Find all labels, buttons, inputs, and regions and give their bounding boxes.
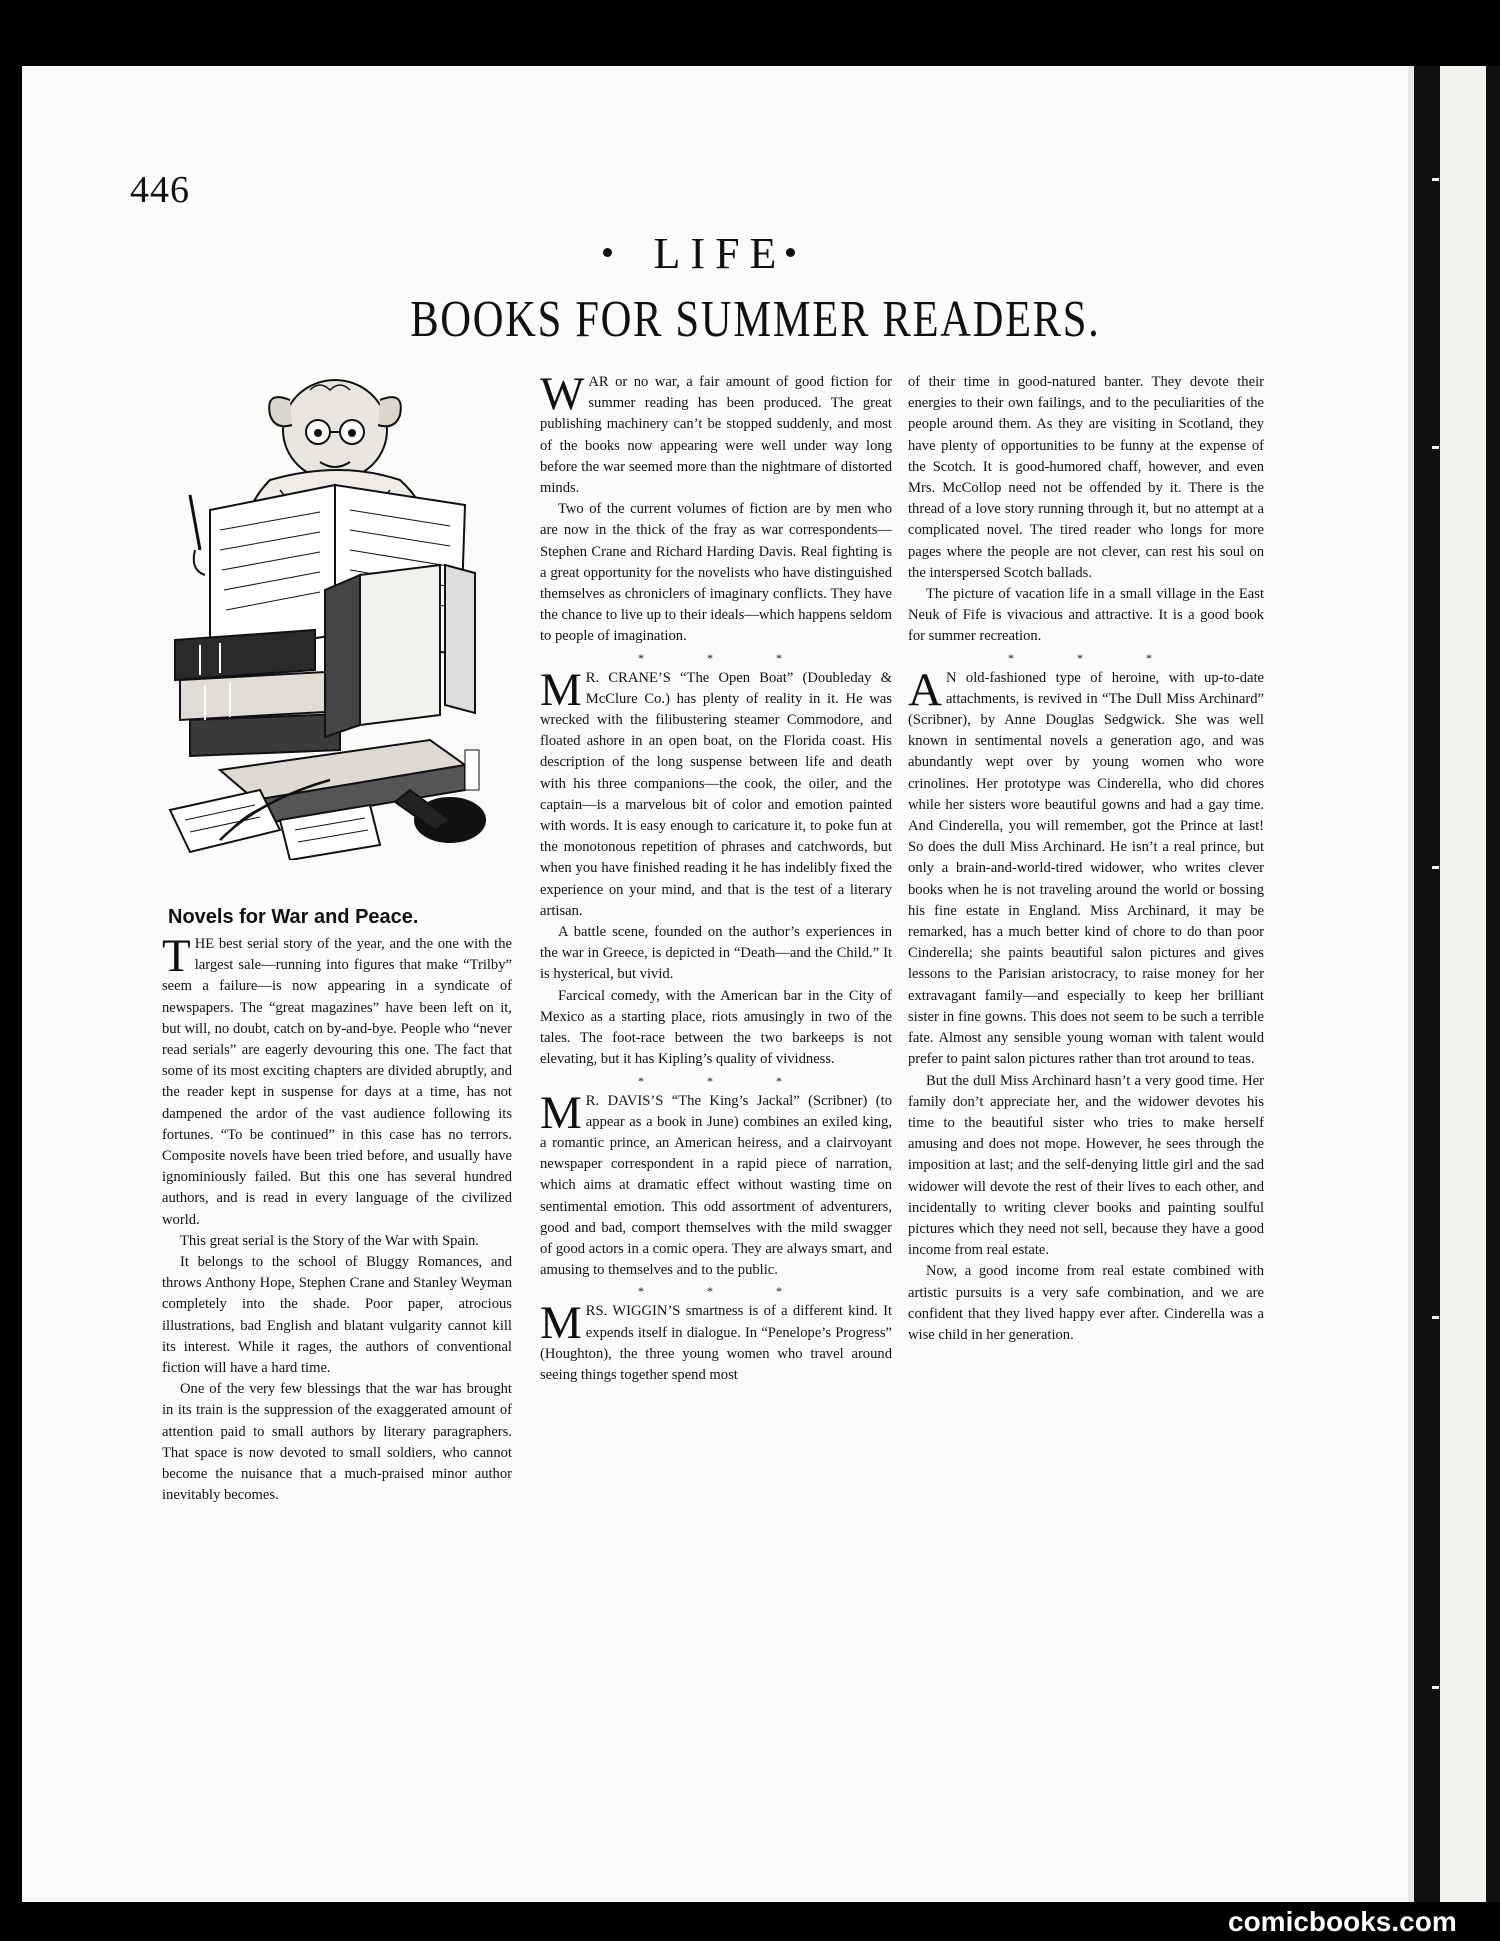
paragraph: A battle scene, founded on the author’s experiences in the war in Greece, is depicted in “Death—and the Child.” It is hysterical, but vivid. — [540, 924, 892, 983]
column-3 — [908, 372, 1264, 1346]
masthead-dot-right — [786, 248, 795, 257]
paragraph: Farcical comedy, with the American bar in the City of Mexico as a starting place, riots amusingly in two of the tales. The foot-race between the two barkeeps is not elevating, but it has Kipling’s quality of vividness. — [540, 987, 892, 1068]
section-divider: * * * — [638, 1073, 812, 1088]
section-divider: * * * — [1008, 650, 1182, 665]
paragraph: It belongs to the school of Bluggy Romances, and throws Anthony Hope, Stephen Crane and Stanley Weyman completely into the shade. Poor paper, atrocious illustrations, bad English and blatant vulgarity cannot kill its interest. While it rages, the authors of conventional fiction will have a hard time. — [162, 1254, 512, 1377]
paragraph: of their time in good-natured banter. They devote their energies to their own failings, and to the peculiarities of the people around them. As they are visiting in Scotland, they have plenty of opportunities to be funny at the expense of the Scotch. It is good-humored chaff, however, and even Mrs. McCollop need not be offended by it. There is the thread of a love story running through it, but no attempt at a complicated novel. The tired reader who longs for more pages where the people are not clever, can rest his soul on the interspersed Scotch ballads. — [908, 374, 1264, 581]
masthead: LIFE — [653, 229, 787, 278]
paragraph: MRS. WIGGIN’S smartness is of a different kind. It expends itself in dialogue. In “Penelope’s Progress” (Houghton), the three young women who travel around seeing things together spend most — [540, 1297, 892, 1383]
dropcap: M — [540, 663, 582, 716]
paragraph: A N old-fashioned type of heroine, with up-to-date attachments, is revived in “The Dull Miss Archinard” (Scribner), by Anne Douglas Sedgwick. She was well known in sentimental novels a generation ago, and was abundantly wept over by young women who wore crinolines. Her prototype was Cinderella, who did chores while her sisters wore beautiful gowns and had a gay time. And Cinderella, you will remember, got the Prince at last! So does the dull Miss Archinard. He isn’t a real prince, but only a brain-and-world-tired widower, who writes clever books when he is not traveling around the world or bossing his fine estate in England. Miss Archinard, it may be remarked, has a much better kind of chore to do than poor Cinderella; she paints beautiful salon pictures and gives lessons to the Parisian aristocracy, to raise money for her extravagant family—and especially to keep her brilliant sister in fine gowns. This does not seem to be such a terrible fate. Almost any sensible young woman with talent would prefer to paint salon pictures rather than trot around to teas. — [908, 663, 1264, 1068]
article-headline: BOOKS FOR SUMMER READERS. — [410, 291, 1101, 348]
column-2 — [540, 368, 892, 1386]
monkey-reading-book-illustration — [160, 370, 515, 860]
paragraph: Two of the current volumes of fiction are by men who are now in the thick of the fray as war correspondents—Stephen Crane and Richard Harding Davis. Real fighting is a great opportunity for the novelists who have distinguished themselves as chroniclers of imaginary conflicts. They have the chance to live up to their ideals—which happens seldom to people of imagination. — [540, 501, 892, 645]
paragraph: The picture of vacation life in a small village in the East Neuk of Fife is vivacious and attractive. It is a good book for summer recreation. — [908, 586, 1264, 645]
column-1 — [162, 930, 512, 1506]
paragraph: This great serial is the Story of the War with Spain. — [180, 1232, 479, 1249]
dropcap: M — [540, 1086, 582, 1139]
section-heading: Novels for War and Peace. — [168, 906, 419, 928]
dropcap: A — [908, 663, 942, 716]
section-divider: * * * — [638, 650, 812, 665]
paragraph: WAR or no war, a fair amount of good fiction for summer reading has been produced. The great publishing machinery can’t be stopped suddenly, and most of the books now appearing were well under way long before the war seemed more than the nightmare of distorted minds. — [540, 368, 892, 497]
paragraph: M R. DAVIS’S “The King’s Jackal” (Scribner) (to appear as a book in June) combines an exiled king, a romantic prince, an American heiress, and a clairvoyant newspaper correspondent in a rapid piece of narration, which aims at dramatic effect without wasting time on sentimental emotion. This odd assortment of adventurers, good and bad, comport themselves with the mild swagger of good actors in a comic opera. They are always smart, and amusing to themselves and to the public. — [540, 1086, 892, 1279]
dropcap: M — [540, 1297, 582, 1350]
page-number: 446 — [130, 169, 190, 211]
dropcap: W — [540, 368, 585, 420]
paragraph: THE best serial story of the year, and the one with the largest sale—running into figures that make “Trilby” seem a failure—is now appearing in a syndicate of newspapers. The “great magazines” have been left on it, but will, no doubt, catch on by-and-bye. People who “never read serials” are eagerly devouring this one. The fact that some of its most exciting chapters are divided abruptly, and the reader kept in suspense for days at a time, has not dampened the ardor of the vast audience following its fortunes. “To be continued” in this case has no terrors. Composite novels have been tried before, and usually have ignominiously failed. But this one has several hundred authors, and is read in every language of the civilized world. — [162, 930, 512, 1228]
section-divider: * * * — [638, 1284, 812, 1299]
paragraph: One of the very few blessings that the war has brought in its train is the suppression of the exaggerated amount of attention paid to small authors by literary paragraphers. That space is now devoted to small soldiers, who cannot become the nuisance that a much-praised minor author inevitably becomes. — [162, 1381, 512, 1504]
paragraph: Now, a good income from real estate combined with artistic pursuits is a very safe combination, and we are confident that they lived happy ever after. Cinderella was a wise child in her generation. — [908, 1263, 1264, 1343]
paragraph: But the dull Miss Archinard hasn’t a very good time. Her family don’t appreciate her, and the widower devotes his time to the beautiful sister who tries to make herself amusing and does not mope. However, he sees through the imposition at last; and the self-denying little girl and the sad widower will devote the rest of their lives to each other, and incidentally to writing clever books and painting soulful pictures which they need not sell, because they have a good income from real estate. — [908, 1072, 1264, 1259]
site-watermark: comicbooks.com — [1228, 1906, 1457, 1937]
adjacent-page-edge — [1408, 66, 1500, 1902]
paragraph: M R. CRANE’S “The Open Boat” (Doubleday & McClure Co.) has plenty of reality in it. He was wrecked with the filibustering steamer Commodore, and floated ashore in an open boat, on the Florida coast. His description of the long suspense between life and death with his three companions—the cook, the oiler, and the captain—is a marvelous bit of color and emotion painted with words. It is easy enough to caricature it, to poke fun at the monotonous repetition of phrases and catchwords, but when you have finished reading it he has indelibly fixed the experience on your mind, and that is the test of a literary artisan. — [540, 663, 892, 919]
dropcap: T — [162, 930, 191, 982]
